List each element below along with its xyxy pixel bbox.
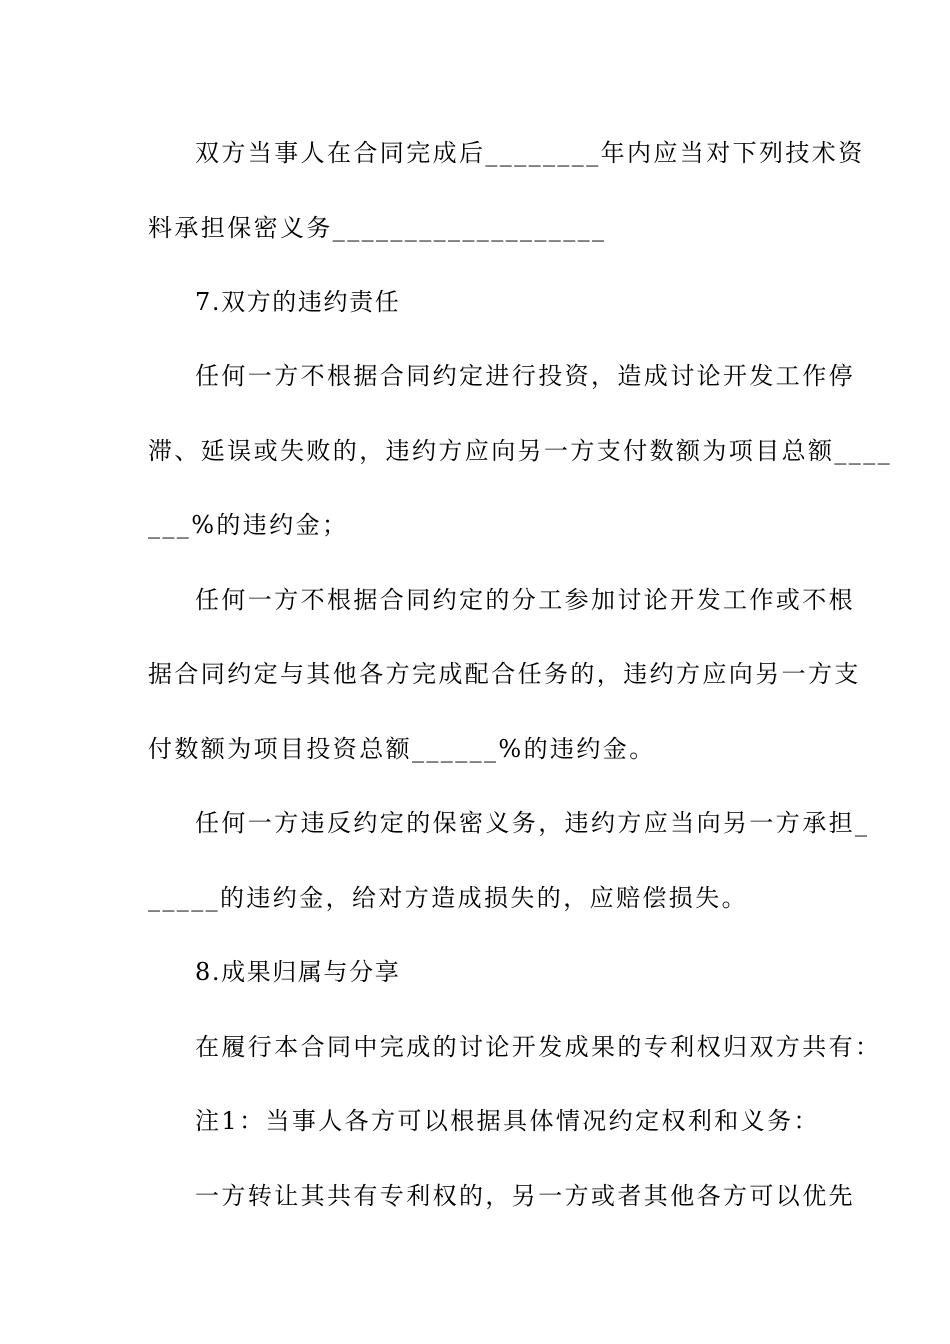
paragraph-division-line-2: 据合同约定与其他各方完成配合任务的，违约方应向另一方支 [148, 660, 861, 688]
paragraph-investment-line-3: ___%的违约金； [148, 511, 349, 539]
paragraph-secrecy-breach-line-2: _____的违约金，给对方造成损失的，应赔偿损失。 [148, 884, 748, 912]
paragraph-confidentiality-line-2: 料承担保密义务___________________ [148, 214, 607, 242]
section-heading-7: 7.双方的违约责任 [195, 288, 401, 316]
paragraph-investment-line-2: 滞、延误或失败的，违约方应向另一方支付数额为项目总额____ [148, 437, 892, 465]
paragraph-patent-transfer-line-1: 一方转让其共有专利权的，另一方或者其他各方可以优先 [195, 1182, 855, 1210]
paragraph-division-line-3: 付数额为项目投资总额______%的违约金。 [148, 735, 656, 763]
note-1: 注1：当事人各方可以根据具体情况约定权利和义务： [195, 1107, 820, 1135]
paragraph-division-line-1: 任何一方不根据合同约定的分工参加讨论开发工作或不根 [195, 586, 855, 614]
paragraph-investment-line-1: 任何一方不根据合同约定进行投资，造成讨论开发工作停 [195, 362, 855, 390]
section-heading-8: 8.成果归属与分享 [195, 958, 401, 986]
paragraph-confidentiality-line-1: 双方当事人在合同完成后________年内应当对下列技术资 [195, 139, 865, 167]
paragraph-secrecy-breach-line-1: 任何一方违反约定的保密义务，违约方应当向另一方承担_ [195, 809, 870, 837]
paragraph-patent-ownership: 在履行本合同中完成的讨论开发成果的专利权归双方共有： [195, 1033, 882, 1061]
